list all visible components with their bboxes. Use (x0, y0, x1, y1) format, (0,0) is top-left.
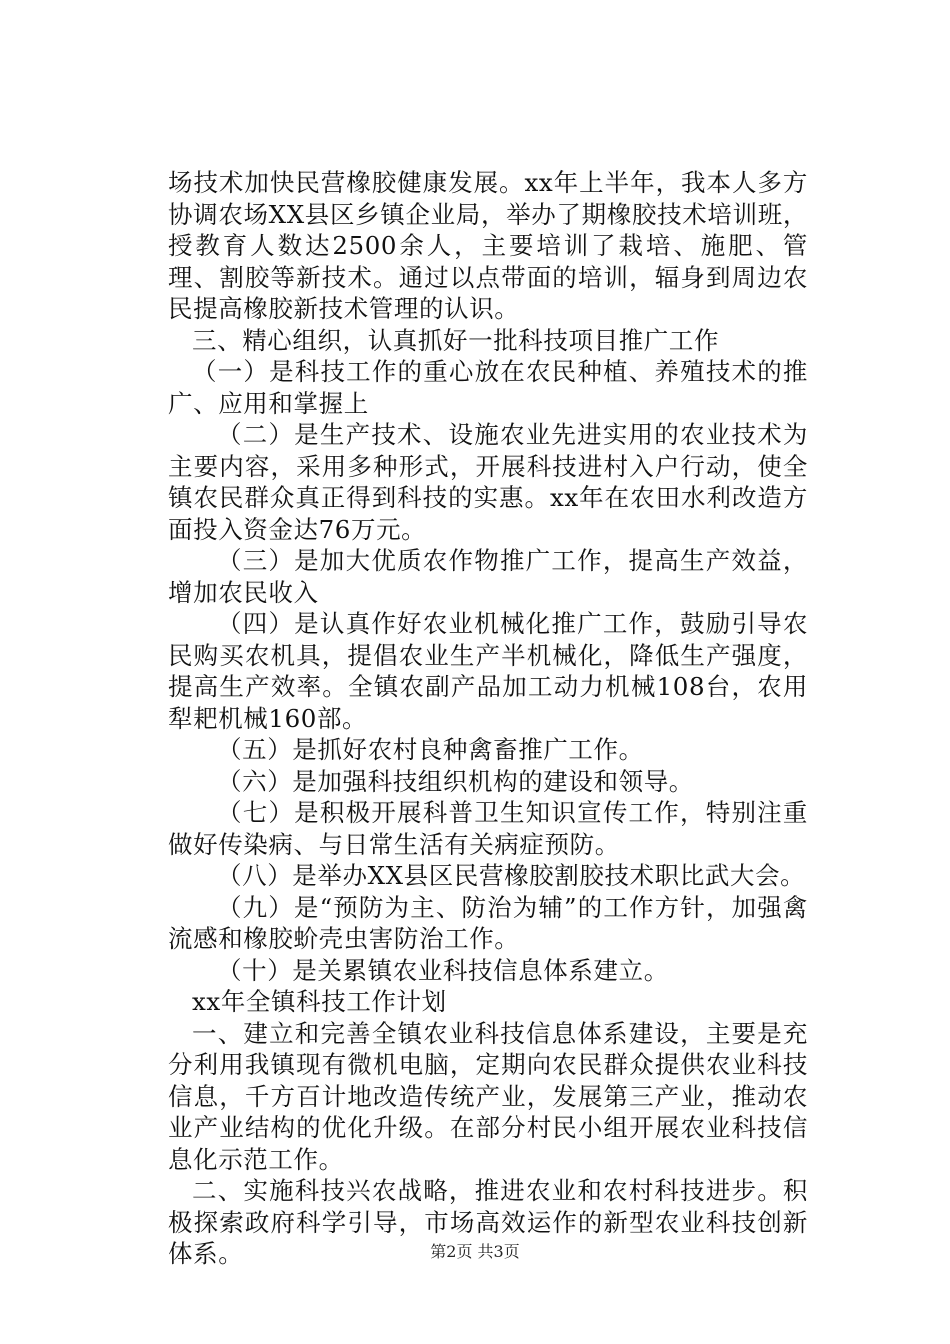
paragraph-item-5: （五）是抓好农村良种禽畜推广工作。 (217, 735, 644, 764)
paragraph-item-4: （四）是认真作好农业机械化推广工作，鼓励引导农民购买农机具，提倡农业生产半机械化，降低生产强度，提高生产效率。全镇农副产品加工动力机械108台，农用犁耙机械160部。 (168, 609, 808, 733)
paragraph-item-7: （七）是积极开展科普卫生知识宣传工作，特别注重做好传染病、与日常生活有关病症预防。 (168, 798, 808, 859)
paragraph-item-10: （十）是关累镇农业科技信息体系建立。 (217, 955, 669, 985)
paragraph-item-6: （六）是加强科技组织机构的建设和领导。 (217, 766, 694, 796)
document-body (168, 167, 808, 1270)
paragraph-item-3: （三）是加大优质农作物推广工作，提高生产效益，增加农民收入 (168, 546, 808, 607)
plan-paragraph-2: 二、实施科技兴农战略，推进农业和农村科技进步。积极探索政府科学引导，市场高效运作的新型农业科技创新体系。 (168, 1176, 808, 1268)
plan-heading: xx年全镇科技工作计划 (192, 987, 447, 1016)
plan-paragraph-1: 一、建立和完善全镇农业科技信息体系建设，主要是充分利用我镇现有微机电脑，定期向农民群众提供农业科技信息，千方百计地改造传统产业，发展第三产业，推动农业产业结构的优化升级。在部分村民小组开展农业科技信息化示范工作。 (168, 1018, 808, 1174)
page-number-footer: 第2页 共3页 (430, 1242, 520, 1261)
paragraph-item-1: （一）是科技工作的重心放在农民种植、养殖技术的推广、应用和掌握上 (168, 357, 808, 418)
section-heading-three: 三、精心组织，认真抓好一批科技项目推广工作 (192, 325, 720, 355)
paragraph-item-9: （九）是“预防为主、防治为辅”的工作方针，加强禽流感和橡胶蚧壳虫害防治工作。 (168, 892, 808, 953)
paragraph-item-2: （二）是生产技术、设施农业先进实用的农业技术为主要内容，采用多种形式，开展科技进村入户行动，使全镇农民群众真正得到科技的实惠。xx年在农田水利改造方面投入资金达76万元。 (168, 420, 808, 544)
paragraph-rubber-training: 场技术加快民营橡胶健康发展。xx年上半年，我本人多方协调农场XX县区乡镇企业局，举办了期橡胶技术培训班，授教育人数达2500余人，主要培训了栽培、施肥、管理、割胶等新技术。通过以点带面的培训，辐身到周边农民提高橡胶新技术管理的认识。 (168, 168, 808, 323)
paragraph-item-8: （八）是举办XX县区民营橡胶割胶技术职比武大会。 (217, 861, 806, 890)
